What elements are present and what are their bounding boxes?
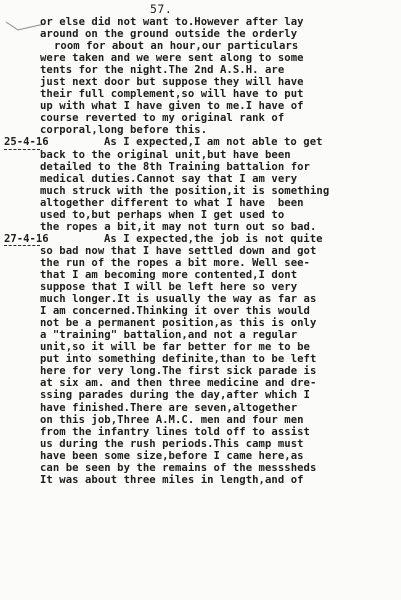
diary-entry: [4, 232, 398, 486]
text-line: us during the rush periods.This camp must: [40, 437, 304, 450]
text-line: have finished.There are seven,altogether: [40, 401, 298, 414]
text-line: tents for the night.The 2nd A.S.H. are: [40, 64, 285, 77]
text-line: much longer.It is usually the way as far as: [40, 293, 317, 306]
text-line: suppose that I will be left here so very: [40, 281, 298, 294]
text-line: the ropes a bit,it may not turn out so bad.: [40, 220, 317, 233]
text-line: their full complement,so will have to put: [40, 88, 304, 101]
text-line: on this job,Three A.M.C. men and four men: [40, 413, 304, 426]
text-line: not be a permanent position,as this is only: [40, 317, 317, 330]
entry-date-text: 25-4-16: [4, 136, 49, 149]
text-line: medical duties.Cannot say that I am very: [40, 172, 298, 185]
text-line: up with what I have given to me.I have of: [40, 100, 304, 113]
text-line: around on the ground outside the orderly: [40, 28, 298, 41]
text-line: at six am. and then three medicine and dre-: [40, 377, 317, 390]
page-number: 57.: [150, 2, 173, 16]
text-line: ssing parades during the day,after which I: [40, 389, 310, 402]
text-line: have been some size,before I came here,as: [40, 449, 304, 462]
entry-date-text: 27-4-16: [4, 232, 49, 245]
text-line: much struck with the position,it is something: [40, 184, 330, 197]
text-line: a "training" battalion,and not a regular: [40, 329, 298, 342]
date-underline: [4, 245, 40, 246]
intro-paragraph: [40, 16, 398, 136]
text-line: here for very long.The first sick parade is: [40, 365, 317, 378]
entry-date: [4, 136, 398, 148]
text-line: room for about an hour,our particulars: [54, 40, 299, 53]
text-line: It was about three miles in length,and of: [40, 473, 304, 486]
diary-entry: [4, 136, 398, 233]
text-line: from the infantry lines told off to assist: [40, 425, 310, 438]
text-line: I am concerned.Thinking it over this would: [40, 305, 310, 318]
text-line: As I expected,the job is not quite: [104, 232, 323, 245]
text-line: were taken and we were sent along to some: [40, 52, 304, 65]
text-line: put into something definite,than to be left: [40, 353, 317, 366]
text-line: used to,but perhaps when I get used to: [40, 208, 285, 221]
text-line: or else did not want to.However after lay: [40, 16, 304, 28]
text-line: altogether different to what I have been: [40, 196, 304, 209]
text-line: just next door but suppose they will have: [40, 76, 304, 89]
text-line: so bad now that I have settled down and got: [40, 244, 317, 257]
text-line: detailed to the 8th Training battalion for: [40, 160, 310, 173]
text-line: course reverted to my original rank of: [40, 112, 285, 125]
entry-date: [4, 233, 398, 245]
text-line: can be seen by the remains of the messsheds: [40, 461, 317, 474]
typed-text-block: [4, 16, 398, 486]
text-line: As I expected,I am not able to get: [104, 136, 323, 149]
text-line: unit,so it will be far better for me to be: [40, 341, 310, 354]
text-line: the run of the ropes a bit more. Well see-: [40, 256, 310, 269]
text-line: back to the original unit,but have been: [40, 148, 291, 161]
text-line: that I am becoming more contented,I dont: [40, 268, 298, 281]
date-underline: [4, 149, 40, 150]
diary-entries: [4, 136, 398, 486]
text-line: corporal,long before this.: [40, 124, 208, 137]
